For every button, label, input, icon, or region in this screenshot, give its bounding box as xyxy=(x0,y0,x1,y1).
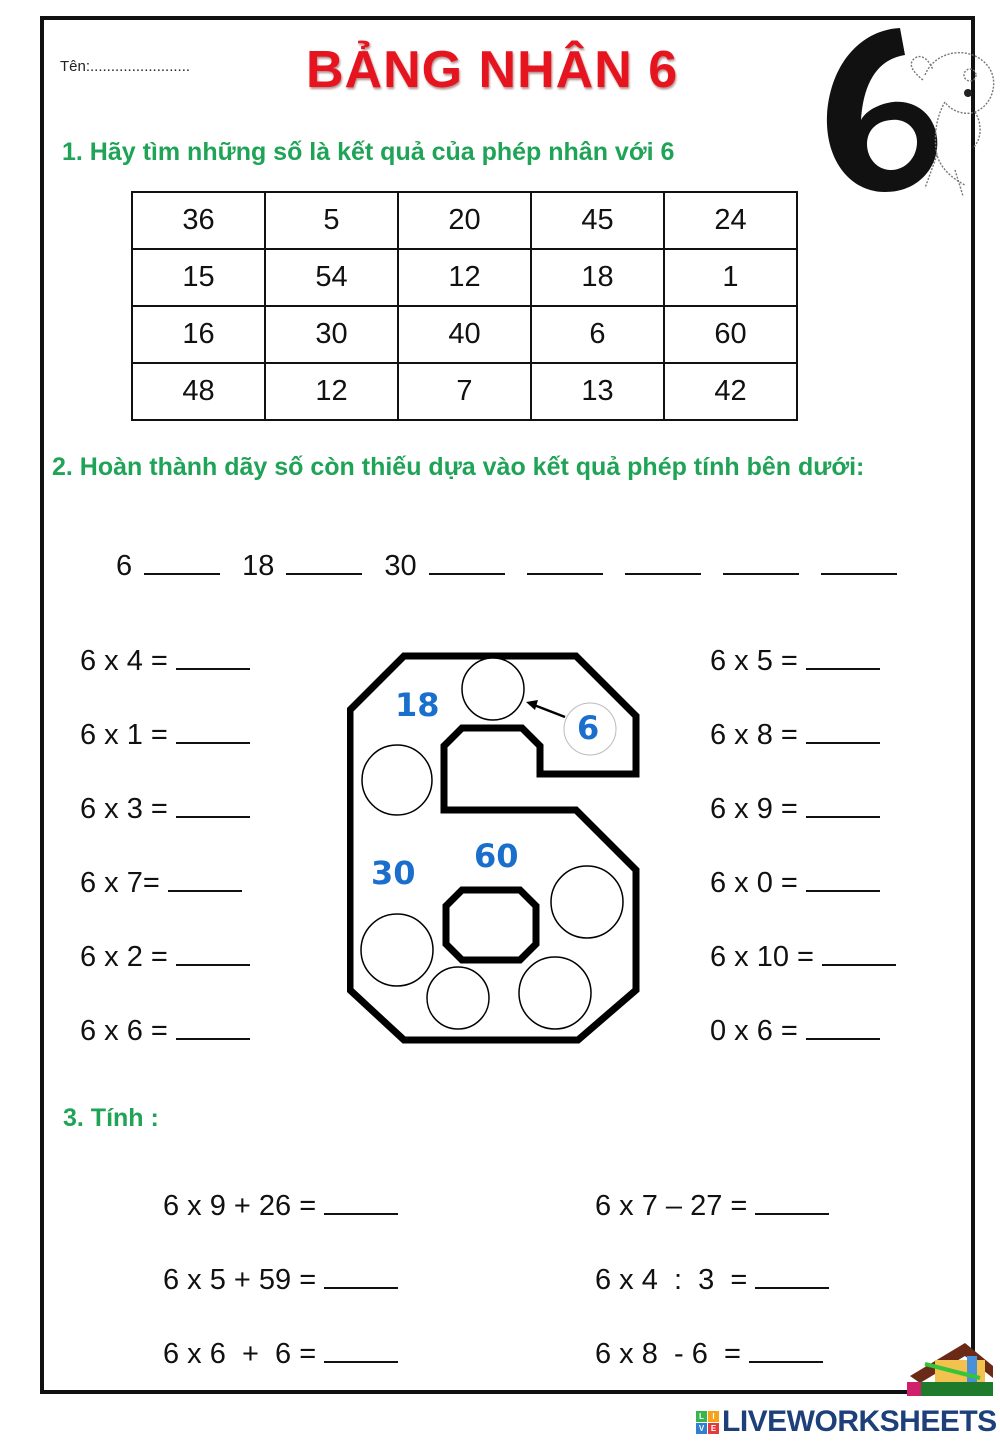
grid-cell[interactable]: 15 xyxy=(132,249,265,306)
grid-cell[interactable]: 7 xyxy=(398,363,531,420)
sequence-blank[interactable] xyxy=(821,551,897,575)
equation-text: 6 x 0 = xyxy=(710,867,798,899)
problem-right-2 xyxy=(595,1264,829,1297)
problem-text: 6 x 8 - 6 = xyxy=(595,1338,741,1370)
grid-cell[interactable]: 16 xyxy=(132,306,265,363)
answer-blank[interactable] xyxy=(324,1267,398,1289)
equation-right-2 xyxy=(710,719,880,752)
equation-left-5 xyxy=(80,941,250,974)
page-title: BẢNG NHÂN 6 xyxy=(306,41,679,99)
sequence-blank[interactable] xyxy=(429,551,505,575)
answer-blank[interactable] xyxy=(176,722,250,744)
problem-left-1 xyxy=(163,1190,398,1223)
sequence-blank[interactable] xyxy=(625,551,701,575)
problem-text: 6 x 5 + 59 = xyxy=(163,1264,317,1296)
equation-text: 6 x 9 = xyxy=(710,793,798,825)
answer-circle-5[interactable] xyxy=(427,967,489,1029)
answer-blank[interactable] xyxy=(806,1018,880,1040)
brand-wordmark: LIVEWORKSHEETS xyxy=(722,1405,997,1438)
grid-cell[interactable]: 1 xyxy=(664,249,797,306)
table-row xyxy=(132,192,797,249)
answer-blank[interactable] xyxy=(749,1341,823,1363)
block-e: E xyxy=(708,1423,719,1434)
answer-blank[interactable] xyxy=(176,648,250,670)
grid-cell[interactable]: 13 xyxy=(531,363,664,420)
table-row xyxy=(132,306,797,363)
answer-blank[interactable] xyxy=(755,1193,829,1215)
answer-blank[interactable] xyxy=(806,648,880,670)
equation-text: 6 x 6 = xyxy=(80,1015,168,1047)
equation-right-1 xyxy=(710,645,880,678)
section-1-heading: 1. Hãy tìm những số là kết quả của phép nhân với 6 xyxy=(62,138,675,166)
arrow-icon xyxy=(534,705,565,717)
equation-text: 6 x 7= xyxy=(80,867,160,899)
sequence-blank[interactable] xyxy=(527,551,603,575)
grid-cell[interactable]: 54 xyxy=(265,249,398,306)
equation-text: 6 x 1 = xyxy=(80,719,168,751)
problem-text: 6 x 4 : 3 = xyxy=(595,1264,748,1296)
problem-left-2 xyxy=(163,1264,398,1297)
grid-cell[interactable]: 30 xyxy=(265,306,398,363)
answer-blank[interactable] xyxy=(168,870,242,892)
number-sequence xyxy=(116,550,919,583)
problem-left-3 xyxy=(163,1338,398,1371)
answer-blank[interactable] xyxy=(755,1267,829,1289)
sequence-blank[interactable] xyxy=(286,551,362,575)
shape-value-label: 18 xyxy=(395,686,440,724)
student-name-field[interactable]: Tên:........................ xyxy=(60,58,191,75)
equation-left-2 xyxy=(80,719,250,752)
start-value-label: 6 xyxy=(577,709,600,747)
problem-right-1 xyxy=(595,1190,829,1223)
answer-blank[interactable] xyxy=(324,1341,398,1363)
equation-left-1 xyxy=(80,645,250,678)
answer-blank[interactable] xyxy=(806,722,880,744)
shape-value-label: 30 xyxy=(371,854,416,892)
sequence-value: 18 xyxy=(242,550,275,582)
sequence-value: 6 xyxy=(116,550,133,582)
equation-text: 0 x 6 = xyxy=(710,1015,798,1047)
problem-text: 6 x 7 – 27 = xyxy=(595,1190,748,1222)
number-grid xyxy=(131,191,798,421)
live-blocks-icon xyxy=(696,1411,719,1434)
table-row xyxy=(132,363,797,420)
equation-text: 6 x 8 = xyxy=(710,719,798,751)
answer-circle-1[interactable] xyxy=(462,658,524,720)
answer-circle-2[interactable] xyxy=(362,745,432,815)
answer-blank[interactable] xyxy=(176,796,250,818)
shape-value-label: 60 xyxy=(474,837,519,875)
section-3-heading: 3. Tính : xyxy=(63,1104,159,1132)
answer-circle-4[interactable] xyxy=(361,914,433,986)
answer-circle-3[interactable] xyxy=(551,866,623,938)
problem-right-3 xyxy=(595,1338,823,1371)
grid-cell[interactable]: 45 xyxy=(531,192,664,249)
equation-right-5 xyxy=(710,941,896,974)
grid-cell[interactable]: 40 xyxy=(398,306,531,363)
grid-cell[interactable]: 12 xyxy=(398,249,531,306)
grid-cell[interactable]: 36 xyxy=(132,192,265,249)
equation-text: 6 x 5 = xyxy=(710,645,798,677)
equation-text: 6 x 3 = xyxy=(80,793,168,825)
equation-right-3 xyxy=(710,793,880,826)
equation-text: 6 x 10 = xyxy=(710,941,814,973)
table-row xyxy=(132,249,797,306)
problem-text: 6 x 6 + 6 = xyxy=(163,1338,317,1370)
equation-text: 6 x 2 = xyxy=(80,941,168,973)
equation-left-4 xyxy=(80,867,242,900)
sequence-blank[interactable] xyxy=(144,551,220,575)
equation-left-6 xyxy=(80,1015,250,1048)
answer-blank[interactable] xyxy=(176,944,250,966)
block-l: L xyxy=(696,1411,707,1422)
sequence-value: 30 xyxy=(384,550,417,582)
grid-cell[interactable]: 24 xyxy=(664,192,797,249)
grid-cell[interactable]: 12 xyxy=(265,363,398,420)
section-2-heading: 2. Hoàn thành dãy số còn thiếu dựa vào kết quả phép tính bên dưới: xyxy=(52,453,865,481)
grid-cell[interactable]: 20 xyxy=(398,192,531,249)
answer-circle-6[interactable] xyxy=(519,957,591,1029)
six-path-diagram xyxy=(347,652,642,1047)
liveworksheets-brand xyxy=(696,1405,997,1439)
school-house-logo-icon xyxy=(905,1338,995,1400)
answer-blank[interactable] xyxy=(324,1193,398,1215)
answer-blank[interactable] xyxy=(176,1018,250,1040)
block-v: V xyxy=(696,1423,707,1434)
equation-left-3 xyxy=(80,793,250,826)
grid-cell[interactable]: 18 xyxy=(531,249,664,306)
grid-cell[interactable]: 60 xyxy=(664,306,797,363)
grid-cell[interactable]: 42 xyxy=(664,363,797,420)
sequence-blank[interactable] xyxy=(723,551,799,575)
grid-cell[interactable]: 48 xyxy=(132,363,265,420)
problem-text: 6 x 9 + 26 = xyxy=(163,1190,317,1222)
answer-blank[interactable] xyxy=(806,796,880,818)
grid-cell[interactable]: 6 xyxy=(531,306,664,363)
mascot-six-illustration xyxy=(805,20,1000,200)
grid-cell[interactable]: 5 xyxy=(265,192,398,249)
equation-text: 6 x 4 = xyxy=(80,645,168,677)
answer-blank[interactable] xyxy=(806,870,880,892)
block-i: I xyxy=(708,1411,719,1422)
equation-right-4 xyxy=(710,867,880,900)
answer-blank[interactable] xyxy=(822,944,896,966)
equation-right-6 xyxy=(710,1015,880,1048)
